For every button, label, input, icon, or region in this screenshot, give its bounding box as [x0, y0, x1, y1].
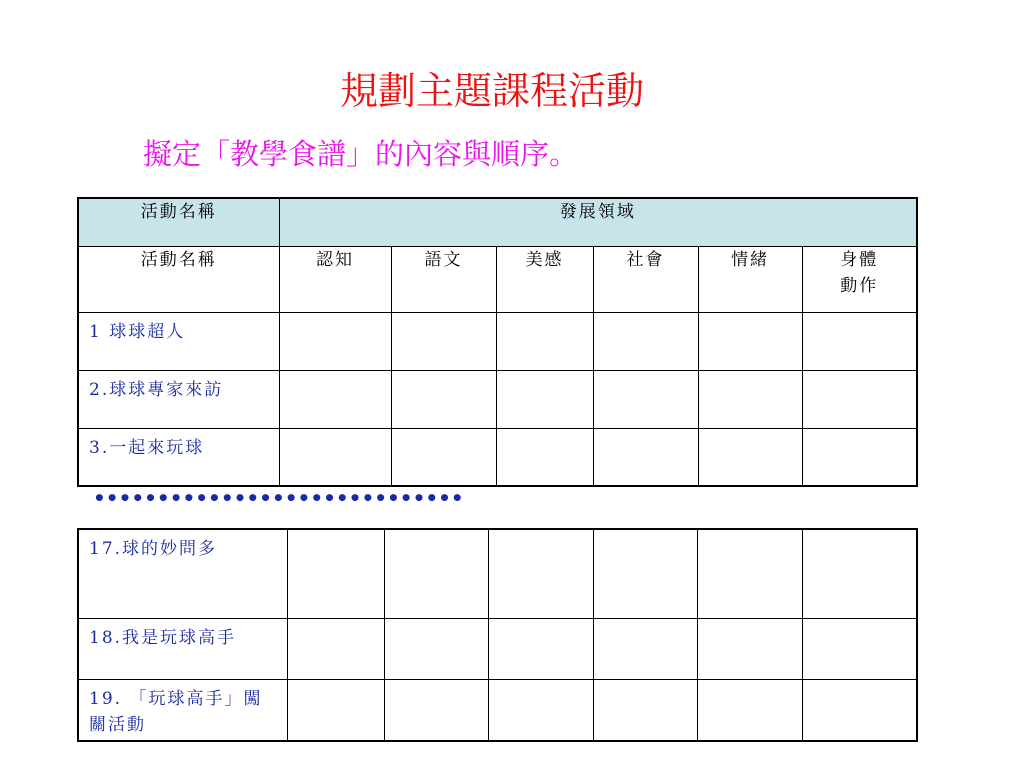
slide-subtitle: 擬定「教學食譜」的內容與順序。	[143, 137, 579, 171]
omitted-rows-ellipsis: •••••••••••••••••••••••••••••	[93, 486, 464, 510]
planning-table-top	[77, 197, 918, 487]
activity-cell: 1 球球超人	[78, 312, 279, 370]
table-cell	[697, 679, 802, 741]
table-cell	[698, 370, 802, 428]
table-cell	[488, 618, 593, 679]
header-development-domains: 發展領域	[279, 198, 917, 246]
table-cell	[593, 618, 697, 679]
table-row	[78, 529, 917, 618]
table-cell	[391, 428, 496, 486]
table-cell	[698, 312, 802, 370]
domain-social: 社會	[593, 246, 698, 312]
domain-emotion: 情緒	[698, 246, 802, 312]
table-cell	[802, 618, 917, 679]
table-cell	[593, 428, 698, 486]
activity-cell: 3.一起來玩球	[78, 428, 279, 486]
slide-title: 規劃主題課程活動	[339, 69, 644, 113]
subheader-activity-name: 活動名稱	[78, 246, 279, 312]
table-cell	[802, 529, 917, 618]
table-cell	[384, 529, 488, 618]
domain-aesthetics: 美感	[496, 246, 593, 312]
table-row	[78, 370, 917, 428]
table-row	[78, 618, 917, 679]
table-cell	[279, 370, 391, 428]
table-cell	[384, 679, 488, 741]
table-subheader-row	[78, 246, 917, 312]
table-header-row	[78, 198, 917, 246]
table-cell	[488, 679, 593, 741]
table-cell	[593, 312, 698, 370]
header-activity-name: 活動名稱	[78, 198, 279, 246]
activity-cell: 17.球的妙問多	[78, 529, 287, 618]
table-cell	[802, 312, 917, 370]
table-cell	[697, 529, 802, 618]
table-cell	[279, 312, 391, 370]
table-cell	[593, 679, 697, 741]
table-cell	[802, 679, 917, 741]
domain-physical-movement: 身體動作	[802, 246, 917, 312]
table-cell	[593, 529, 697, 618]
table-cell	[391, 370, 496, 428]
planning-table-bottom	[77, 528, 918, 742]
activity-cell: 18.我是玩球高手	[78, 618, 287, 679]
table-cell	[287, 618, 384, 679]
table-cell	[279, 428, 391, 486]
domain-language: 語文	[391, 246, 496, 312]
table-row	[78, 679, 917, 741]
table-cell	[593, 370, 698, 428]
activity-cell: 19. 「玩球高手」闖關活動	[78, 679, 287, 741]
table-cell	[384, 618, 488, 679]
table-cell	[698, 428, 802, 486]
table-cell	[391, 312, 496, 370]
table-cell	[287, 529, 384, 618]
table-cell	[802, 370, 917, 428]
table-row	[78, 428, 917, 486]
table-cell	[496, 312, 593, 370]
table-cell	[697, 618, 802, 679]
table-cell	[802, 428, 917, 486]
table-cell	[488, 529, 593, 618]
domain-cognition: 認知	[279, 246, 391, 312]
activity-cell: 2.球球專家來訪	[78, 370, 279, 428]
table-cell	[287, 679, 384, 741]
table-row	[78, 312, 917, 370]
table-cell	[496, 370, 593, 428]
table-cell	[496, 428, 593, 486]
